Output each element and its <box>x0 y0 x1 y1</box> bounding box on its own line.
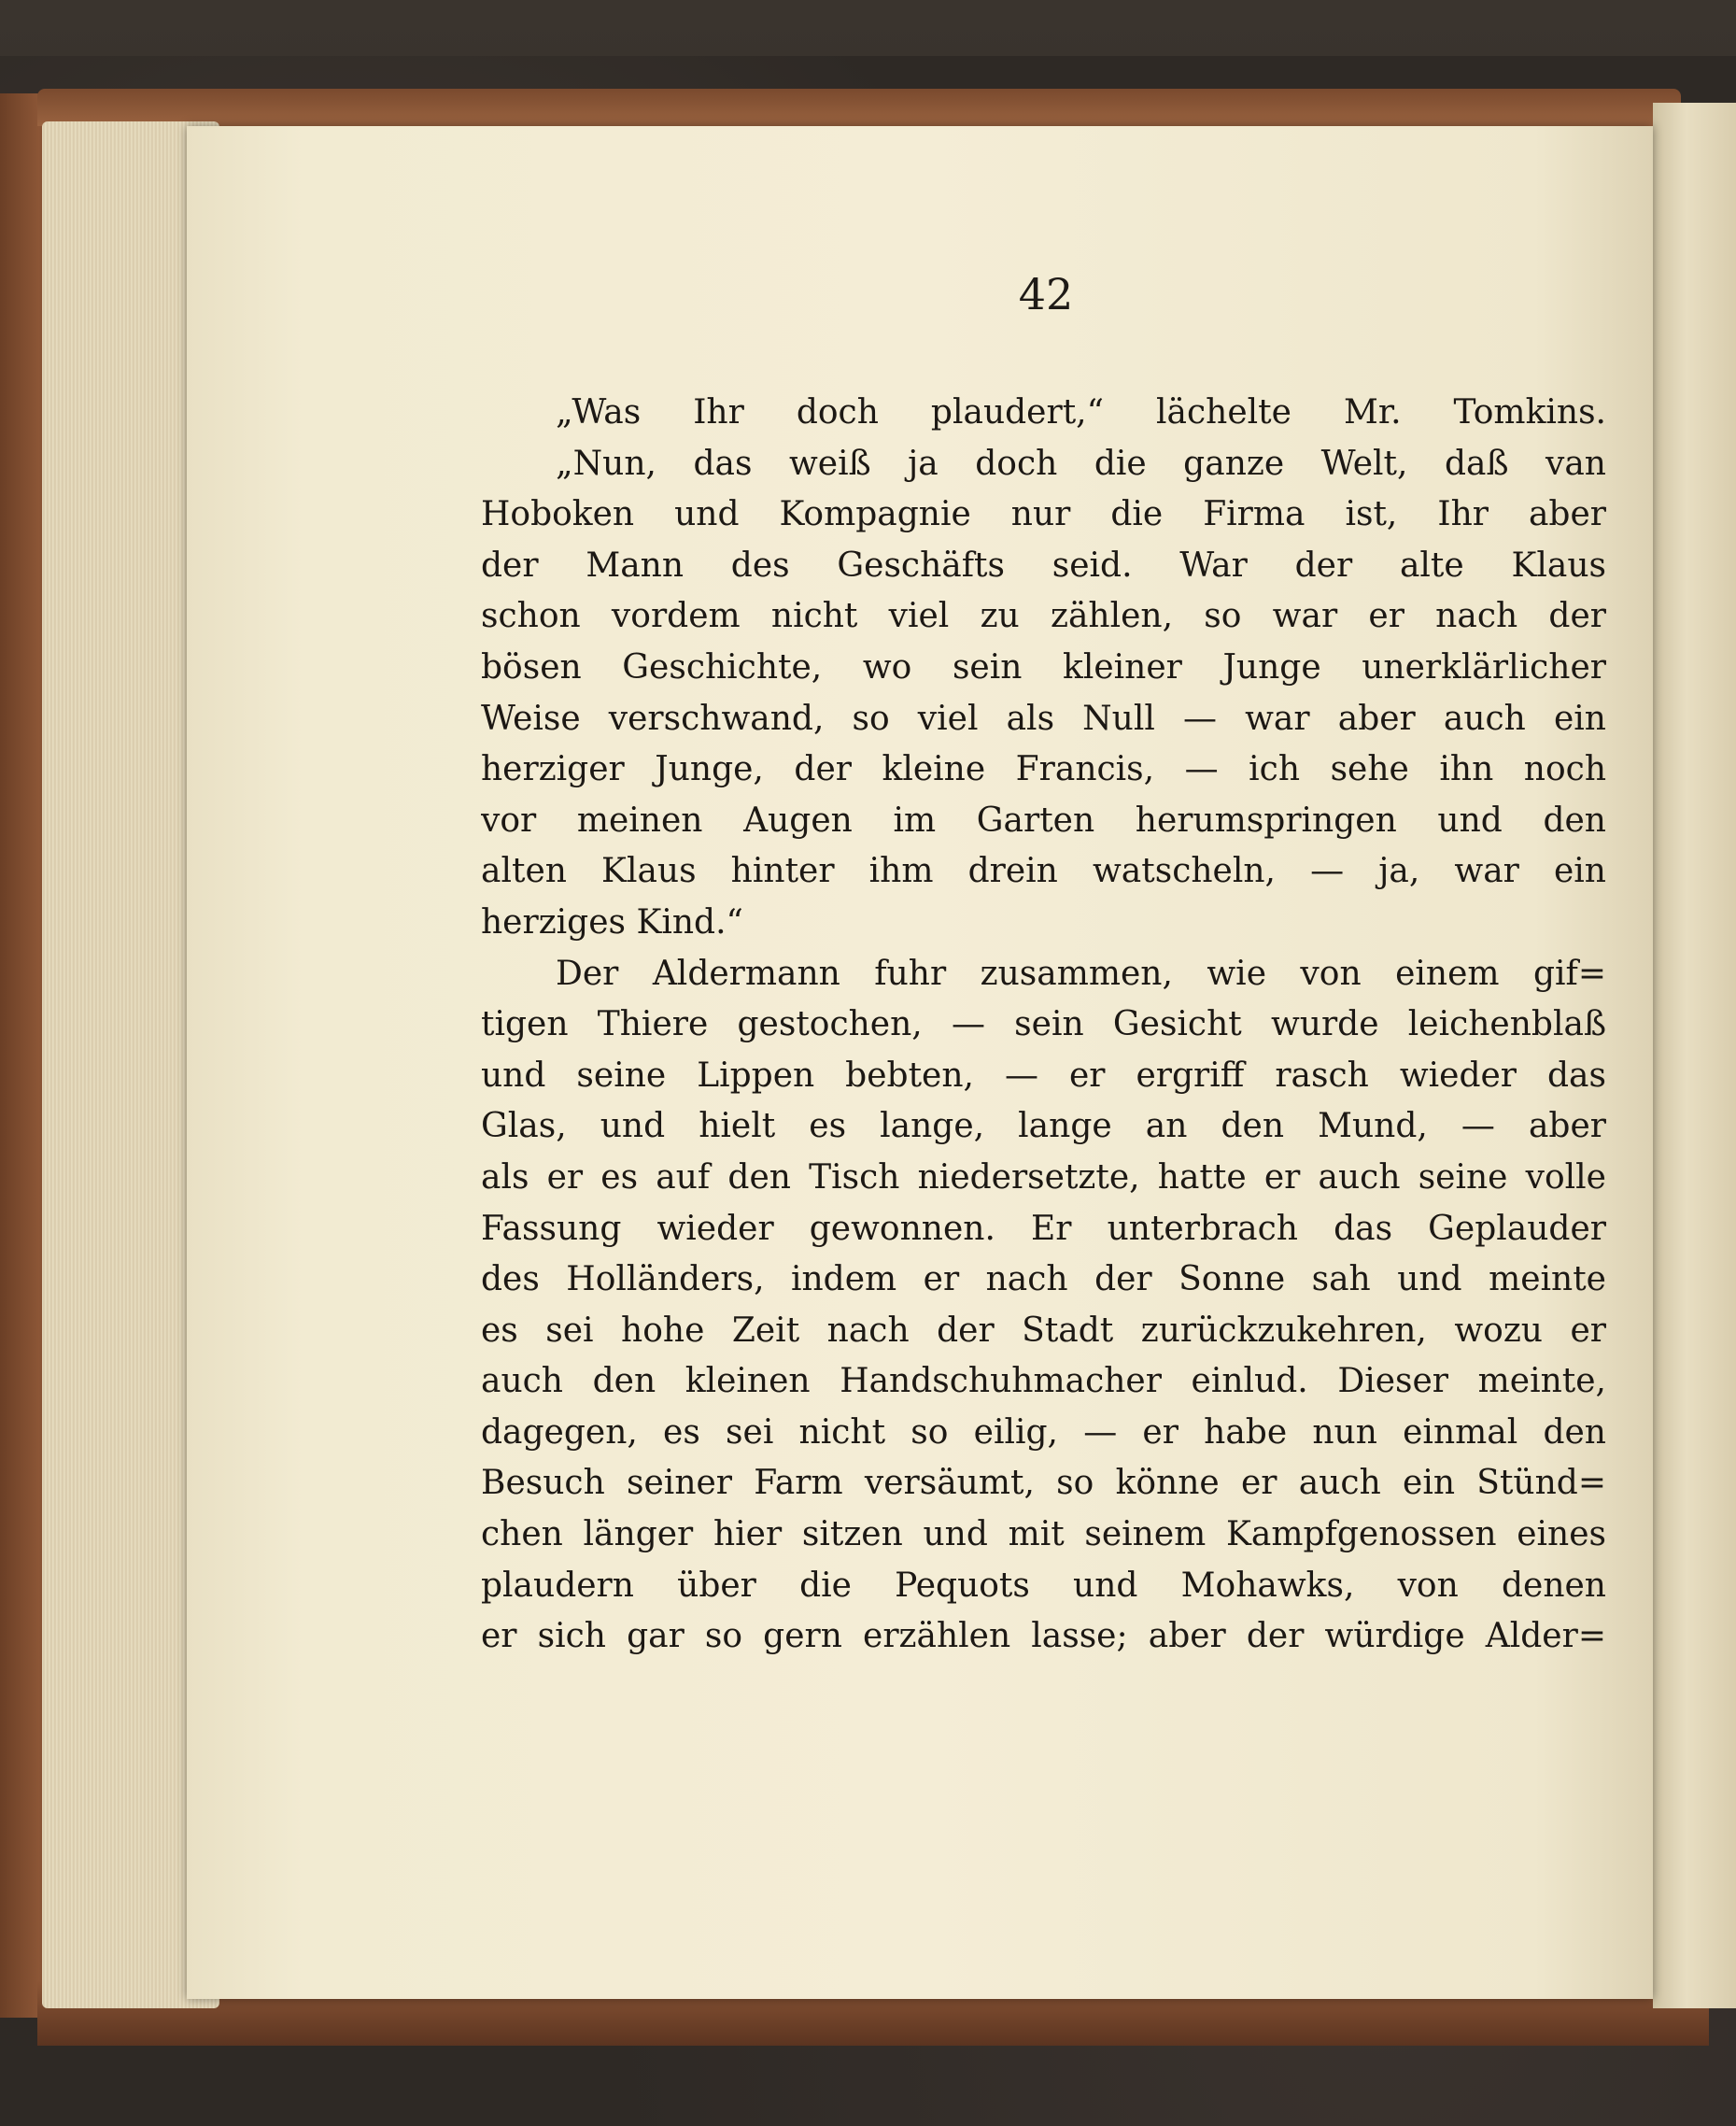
text-line: plaudern über die Pequots und Mohawks, von denen <box>481 1566 1606 1605</box>
facing-page-edge <box>1653 103 1736 2008</box>
text-line: schon vordem nicht viel zu zählen, so war er nach der <box>481 597 1606 636</box>
text-line: Weise verschwand, so viel als Null — war aber auch ein <box>481 699 1606 738</box>
page-number: 42 <box>1018 269 1074 319</box>
text-line: Glas, und hielt es lange, lange an den Mund, — aber <box>481 1107 1606 1146</box>
text-line: „Nun, das weiß ja doch die ganze Welt, daß van <box>556 444 1606 483</box>
text-line: Besuch seiner Farm versäumt, so könne er auch ein Stünd= <box>481 1464 1606 1503</box>
text-line: es sei hohe Zeit nach der Stadt zurückzukehren, wozu er <box>481 1311 1606 1350</box>
text-line: und seine Lippen bebten, — er ergriff rasch wieder das <box>481 1056 1606 1095</box>
text-line: vor meinen Augen im Garten herumspringen und den <box>481 801 1606 840</box>
text-line: Der Aldermann fuhr zusammen, wie von einem gif= <box>556 954 1606 993</box>
text-line: tigen Thiere gestochen, — sein Gesicht wurde leichenblaß <box>481 1005 1606 1044</box>
leather-edge-top <box>37 89 1681 126</box>
text-line: des Holländers, indem er nach der Sonne sah und meinte <box>481 1260 1606 1299</box>
text-line: Hoboken und Kompagnie nur die Firma ist, Ihr aber <box>481 495 1606 534</box>
text-line: der Mann des Geschäfts seid. War der alte Klaus <box>481 546 1606 585</box>
text-line: auch den kleinen Handschuhmacher einlud. Dieser meinte, <box>481 1362 1606 1401</box>
text-line: herziges Kind.“ <box>481 902 743 942</box>
text-line: herziger Junge, der kleine Francis, — ich sehe ihn noch <box>481 750 1606 789</box>
text-line: er sich gar so gern erzählen lasse; aber der würdige Alder= <box>481 1617 1606 1656</box>
text-line: Fassung wieder gewonnen. Er unterbrach das Geplauder <box>481 1209 1606 1248</box>
text-line: „Was Ihr doch plaudert,“ lächelte Mr. Tomkins. <box>556 393 1606 432</box>
text-line: bösen Geschichte, wo sein kleiner Junge unerklärlicher <box>481 647 1606 687</box>
text-line: alten Klaus hinter ihm drein watscheln, — ja, war ein <box>481 852 1606 891</box>
text-line: dagegen, es sei nicht so eilig, — er habe nun einmal den <box>481 1412 1606 1452</box>
text-line: chen länger hier sitzen und mit seinem Kampfgenossen eines <box>481 1515 1606 1554</box>
text-line: als er es auf den Tisch niedersetzte, hatte er auch seine volle <box>481 1157 1606 1197</box>
page-text <box>481 388 1606 1663</box>
